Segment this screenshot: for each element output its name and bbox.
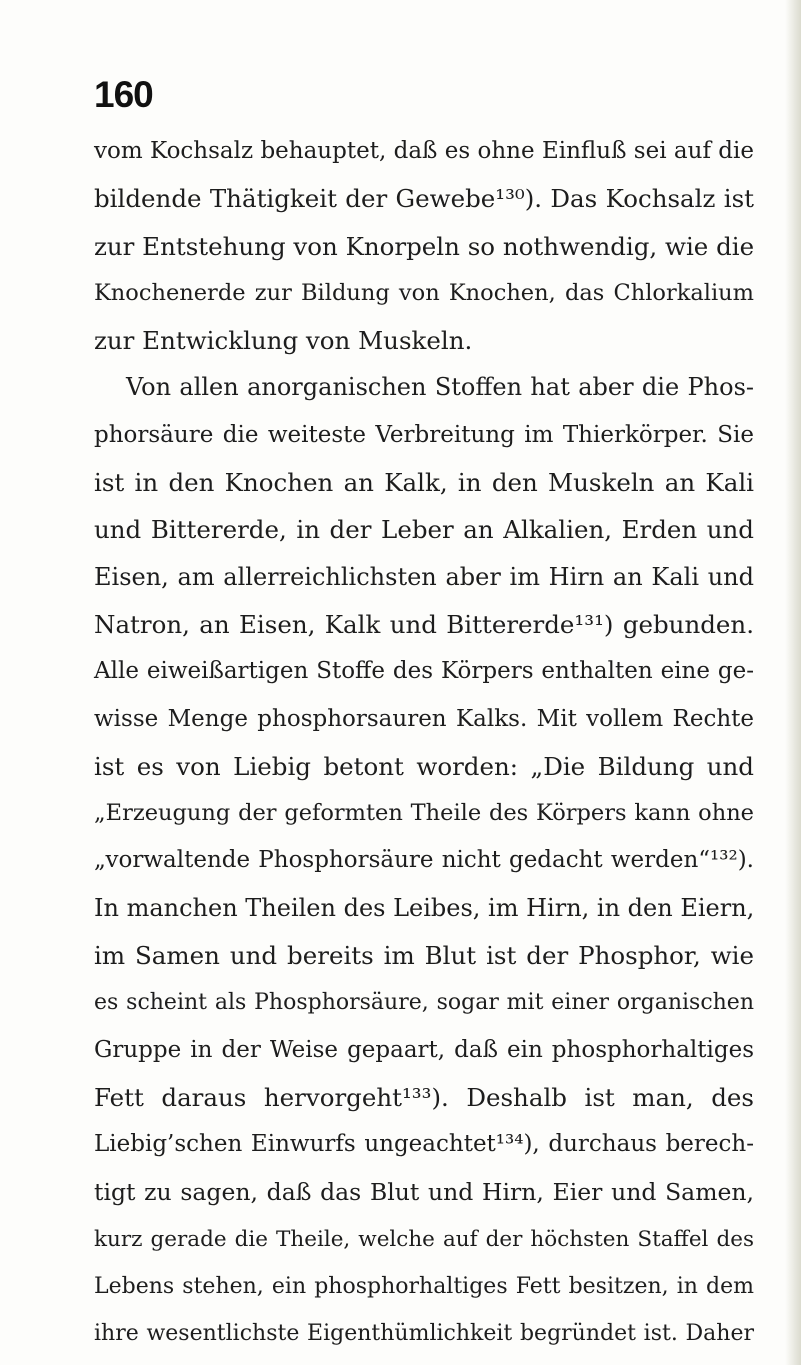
text-line: ihre wesentlichste Eigenthümlichkeit begründet ist. Daher bbox=[94, 1321, 754, 1347]
text-line: In manchen Theilen des Leibes, im Hirn, in den Eiern, bbox=[94, 893, 755, 922]
text-line: bildende Thätigkeit der Gewebe¹³⁰). Das Kochsalz ist bbox=[94, 184, 754, 214]
text-line: zur Entwicklung von Muskeln. bbox=[94, 326, 473, 356]
text-line: phorsäure die weiteste Verbreitung im Thierkörper. Sie bbox=[94, 421, 754, 448]
text-line: es scheint als Phosphorsäure, sogar mit einer organischen bbox=[94, 990, 754, 1016]
text-line: Gruppe in der Weise gepaart, daß ein phosphorhaltiges bbox=[94, 1036, 754, 1063]
text-line: kurz gerade die Theile, welche auf der höchsten Staffel des bbox=[94, 1226, 754, 1252]
text-line: Liebig’schen Einwurfs ungeachtet¹³⁴), durchaus berech- bbox=[94, 1131, 754, 1158]
text-line: Knochenerde zur Bildung von Knochen, das Chlorkalium bbox=[94, 279, 754, 306]
text-line: ist es von Liebig betont worden: „Die Bildung und bbox=[94, 751, 754, 781]
text-line: vom Kochsalz behauptet, daß es ohne Einfluß sei auf die bbox=[94, 138, 754, 164]
text-line: zur Entstehung von Knorpeln so nothwendig, wie die bbox=[94, 231, 755, 261]
text-line: ist in den Knochen an Kalk, in den Muskeln an Kali bbox=[94, 468, 754, 498]
text-line: Alle eiweißartigen Stoffe des Körpers enthalten eine ge- bbox=[94, 658, 754, 685]
page-edge-shadow bbox=[785, 0, 801, 1365]
text-line: Lebens stehen, ein phosphorhaltiges Fett besitzen, in dem bbox=[94, 1274, 754, 1300]
text-line: „vorwaltende Phosphorsäure nicht gedacht werden“¹³²). bbox=[94, 847, 754, 874]
text-line: und Bittererde, in der Leber an Alkalien, Erden und bbox=[94, 515, 754, 545]
text-line: Natron, an Eisen, Kalk und Bittererde¹³¹) gebunden. bbox=[94, 609, 754, 639]
text-line: Eisen, am allerreichlichsten aber im Hirn an Kali und bbox=[94, 562, 754, 591]
text-line: tigt zu sagen, daß das Blut und Hirn, Eier und Samen, bbox=[94, 1177, 754, 1206]
text-line: „Erzeugung der geformten Theile des Körpers kann ohne bbox=[94, 800, 754, 827]
text-line: im Samen und bereits im Blut ist der Phosphor, wie bbox=[94, 941, 754, 971]
page-number: 160 bbox=[94, 74, 153, 115]
body-text bbox=[94, 128, 754, 1358]
text-line: Fett daraus hervorgeht¹³³). Deshalb ist man, des bbox=[94, 1082, 754, 1112]
text-line: wisse Menge phosphorsauren Kalks. Mit vollem Rechte bbox=[94, 705, 754, 732]
text-line: Von allen anorganischen Stoffen hat aber die Phos- bbox=[126, 373, 754, 402]
